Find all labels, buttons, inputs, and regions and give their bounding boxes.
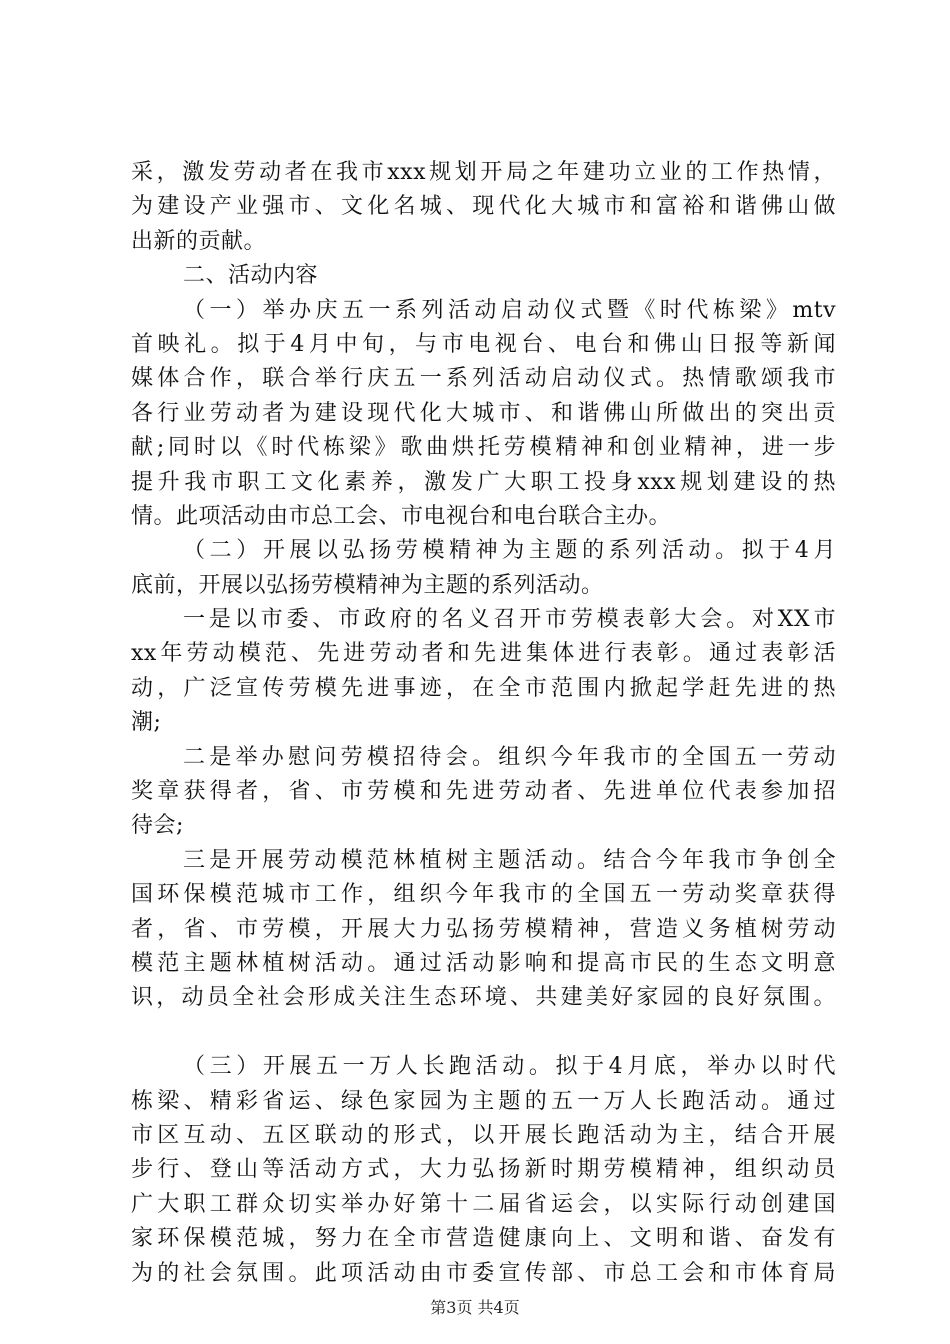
document-body [131, 156, 836, 1291]
text-line: 情。此项活动由市总工会、市电视台和电台联合主办。 [131, 503, 672, 529]
text-line: 步行、登山等活动方式，大力弘扬新时期劳模精神，组织动员 [131, 1157, 836, 1183]
text-line: 提升我市职工文化素养，激发广大职工投身xxx规划建设的热 [131, 469, 836, 495]
text-line: xx年劳动模范、先进劳动者和先进集体进行表彰。通过表彰活 [131, 641, 836, 667]
page-number-footer: 第3页 共4页 [430, 1298, 520, 1317]
text-line: 二是举办慰问劳模招待会。组织今年我市的全国五一劳动 [183, 744, 836, 770]
text-line: 媒体合作，联合举行庆五一系列活动启动仪式。热情歌颂我市 [131, 366, 836, 392]
text-line: 采，激发劳动者在我市xxx规划开局之年建功立业的工作热情， [131, 160, 836, 185]
text-line: 奖章获得者，省、市劳模和先进劳动者、先进单位代表参加招 [131, 779, 836, 805]
text-line: 模范主题林植树活动。通过活动影响和提高市民的生态文明意 [131, 950, 836, 976]
text-line: 二、活动内容 [183, 263, 319, 289]
text-line: 待会; [131, 813, 184, 839]
text-line: （一）举办庆五一系列活动启动仪式暨《时代栋梁》mtv [183, 297, 836, 323]
text-line: 底前，开展以弘扬劳模精神为主题的系列活动。 [131, 572, 604, 598]
text-line: 为的社会氛围。此项活动由市委宣传部、市总工会和市体育局 [131, 1260, 836, 1286]
text-line: 首映礼。拟于4月中旬，与市电视台、电台和佛山日报等新闻 [131, 331, 836, 357]
text-line: 市区互动、五区联动的形式，以开展长跑活动为主，结合开展 [131, 1122, 836, 1148]
text-line: 栋梁、精彩省运、绿色家园为主题的五一万人长跑活动。通过 [131, 1088, 836, 1114]
text-line: 识，动员全社会形成关注生态环境、共建美好家园的良好氛围。 [131, 985, 836, 1011]
text-line: 国环保模范城市工作，组织今年我市的全国五一劳动奖章获得 [131, 882, 836, 908]
text-line: 为建设产业强市、文化名城、现代化大城市和富裕和谐佛山做 [131, 194, 836, 220]
text-line: 献;同时以《时代栋梁》歌曲烘托劳模精神和创业精神，进一步 [131, 435, 836, 461]
text-line: 出新的贡献。 [131, 228, 267, 254]
text-line: 潮; [131, 710, 162, 736]
text-line: 一是以市委、市政府的名义召开市劳模表彰大会。对XX市 [183, 607, 836, 633]
text-line: （二）开展以弘扬劳模精神为主题的系列活动。拟于4月 [183, 538, 836, 564]
text-line: 者，省、市劳模，开展大力弘扬劳模精神，营造义务植树劳动 [131, 916, 836, 942]
blank-line [131, 1016, 836, 1050]
text-line: 家环保模范城，努力在全市营造健康向上、文明和谐、奋发有 [131, 1226, 836, 1252]
text-line: （三）开展五一万人长跑活动。拟于4月底，举办以时代 [183, 1054, 836, 1080]
text-line: 三是开展劳动模范林植树主题活动。结合今年我市争创全 [183, 847, 836, 873]
text-line: 各行业劳动者为建设现代化大城市、和谐佛山所做出的突出贡 [131, 400, 836, 426]
text-line: 动，广泛宣传劳模先进事迹，在全市范围内掀起学赶先进的热 [131, 675, 836, 701]
text-line: 广大职工群众切实举办好第十二届省运会，以实际行动创建国 [131, 1191, 836, 1217]
